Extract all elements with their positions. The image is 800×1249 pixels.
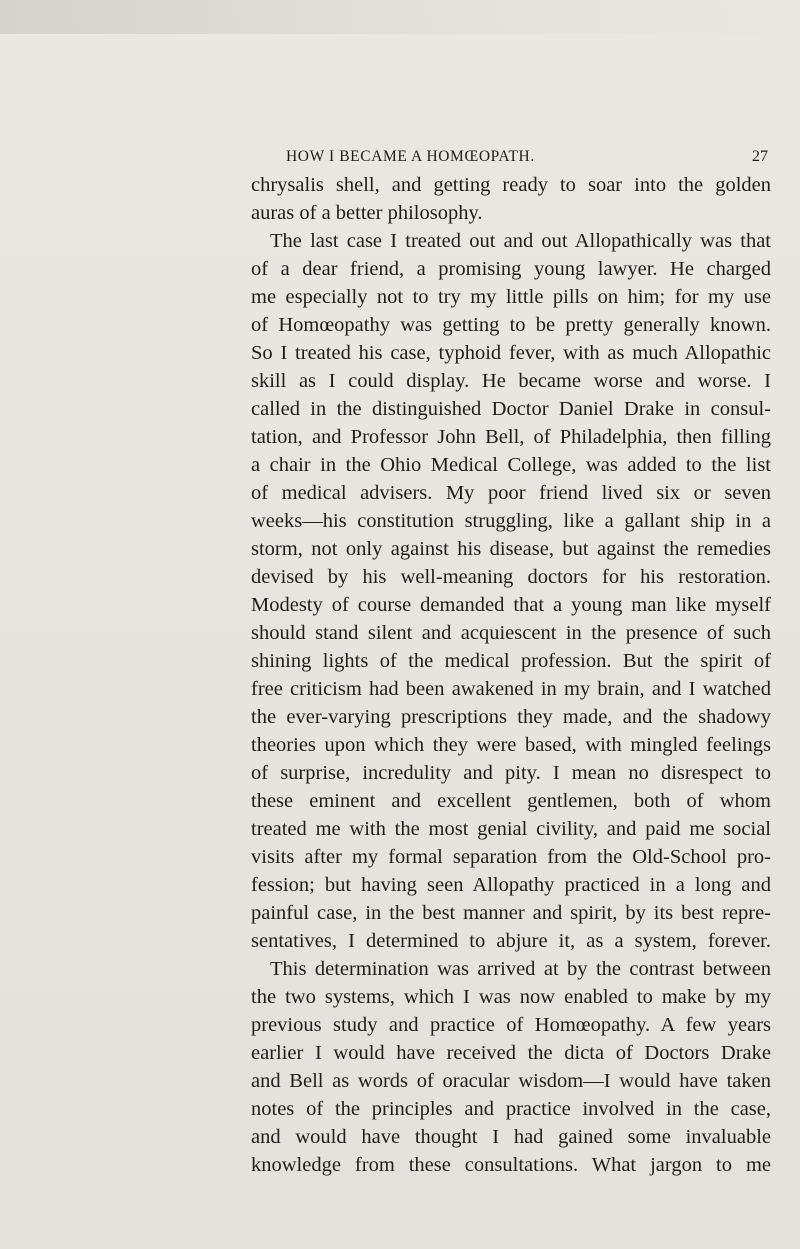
text-line: The last case I treated out and out Allopathically was that	[270, 230, 771, 252]
running-head: HOW I BECAME A HOMŒOPATH.	[286, 148, 535, 165]
text-line: and would have thought I had gained some invaluable	[251, 1126, 771, 1148]
text-line: earlier I would have received the dicta of Doctors Drake	[251, 1042, 771, 1064]
text-line: of medical advisers. My poor friend lived six or seven	[251, 482, 771, 504]
text-line: visits after my formal separation from the Old-School pro-	[251, 846, 771, 868]
text-line: treated me with the most genial civility, and paid me social	[251, 818, 771, 840]
page-header	[0, 148, 800, 170]
text-line: and Bell as words of oracular wisdom—I would have taken	[251, 1070, 771, 1092]
text-line: painful case, in the best manner and spirit, by its best repre-	[251, 902, 771, 924]
text-line: shining lights of the medical profession. But the spirit of	[251, 650, 771, 672]
text-line: should stand silent and acquiescent in the presence of such	[251, 622, 771, 644]
text-line: me especially not to try my little pills on him; for my use	[251, 286, 771, 308]
text-line: sentatives, I determined to abjure it, as a system, forever.	[251, 930, 771, 952]
text-line: notes of the principles and practice involved in the case,	[251, 1098, 771, 1120]
text-line: devised by his well-meaning doctors for his restoration.	[251, 566, 771, 588]
text-line: these eminent and excellent gentlemen, both of whom	[251, 790, 771, 812]
text-line: the two systems, which I was now enabled to make by my	[251, 986, 771, 1008]
text-line: free criticism had been awakened in my brain, and I watched	[251, 678, 771, 700]
text-line: the ever-varying prescriptions they made, and the shadowy	[251, 706, 771, 728]
text-line: of a dear friend, a promising young lawyer. He charged	[251, 258, 771, 280]
text-line: skill as I could display. He became worse and worse. I	[251, 370, 771, 392]
text-line: tation, and Professor John Bell, of Philadelphia, then filling	[251, 426, 771, 448]
text-line: knowledge from these consultations. What jargon to me	[251, 1154, 771, 1176]
text-line: weeks—his constitution struggling, like a gallant ship in a	[251, 510, 771, 532]
text-line: fession; but having seen Allopathy practiced in a long and	[251, 874, 771, 896]
page-top-edge-shadow	[0, 0, 800, 34]
text-line: Modesty of course demanded that a young man like myself	[251, 594, 771, 616]
text-line: a chair in the Ohio Medical College, was added to the list	[251, 454, 771, 476]
text-line: storm, not only against his disease, but against the remedies	[251, 538, 771, 560]
text-line: chrysalis shell, and getting ready to soar into the golden	[251, 174, 771, 196]
page-number: 27	[752, 148, 768, 165]
text-line: previous study and practice of Homœopathy. A few years	[251, 1014, 771, 1036]
text-line: called in the distinguished Doctor Daniel Drake in consul-	[251, 398, 771, 420]
text-line: auras of a better philosophy.	[251, 202, 483, 224]
text-line: theories upon which they were based, with mingled feelings	[251, 734, 771, 756]
text-line: of surprise, incredulity and pity. I mean no disrespect to	[251, 762, 771, 784]
text-line: So I treated his case, typhoid fever, with as much Allopathic	[251, 342, 771, 364]
text-line: This determination was arrived at by the contrast between	[270, 958, 771, 980]
text-line: of Homœopathy was getting to be pretty generally known.	[251, 314, 771, 336]
